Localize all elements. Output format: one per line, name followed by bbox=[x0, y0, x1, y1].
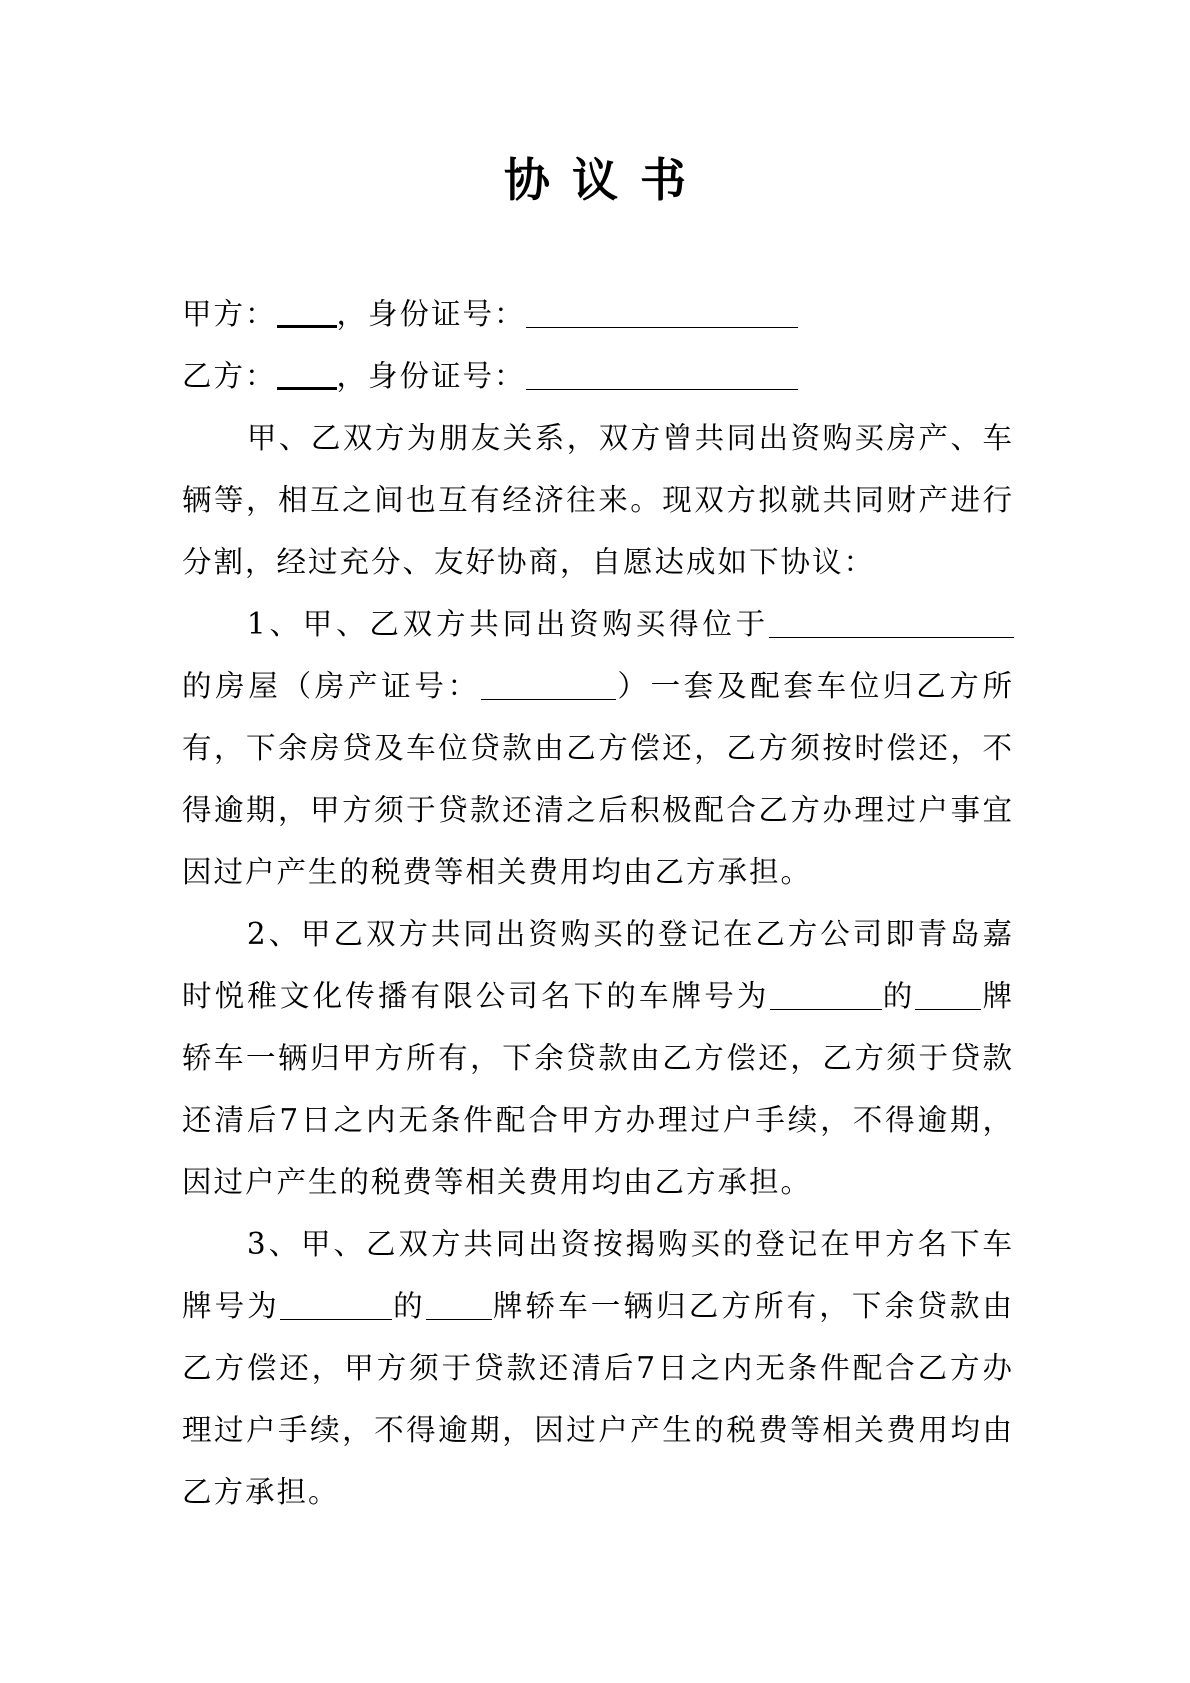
clause-1-text-3: ）一套及配套车位归乙方所有，下余房贷及车位贷款由乙方偿还，乙方须按时偿还，不得逾期，甲方须于贷款还清之后积极配合乙方办理过户事宜因过户产生的税费等相关费用均由乙方承担。 bbox=[182, 669, 1014, 889]
clause-3-text-3: 牌轿车一辆归乙方所有，下余贷款由乙方偿还，甲方须于贷款还清后7日之内无条件配合乙方办理过户手续，不得逾期，因过户产生的税费等相关费用均由乙方承担。 bbox=[182, 1289, 1014, 1509]
clause-3-plate-blank[interactable] bbox=[280, 1289, 392, 1320]
clause-2 bbox=[182, 903, 1014, 1213]
party-b-name-blank[interactable] bbox=[277, 357, 337, 390]
party-b-line bbox=[182, 345, 1014, 407]
party-a-line bbox=[182, 283, 1014, 345]
property-address-blank[interactable] bbox=[769, 607, 1014, 638]
clause-2-brand-blank[interactable] bbox=[915, 979, 981, 1010]
party-a-label: 甲方： bbox=[182, 297, 277, 331]
clause-3-brand-blank[interactable] bbox=[426, 1289, 492, 1320]
clause-1 bbox=[182, 593, 1014, 903]
party-a-name-blank[interactable] bbox=[277, 295, 337, 328]
document-body bbox=[182, 283, 1014, 1523]
party-b-id-blank[interactable] bbox=[526, 359, 798, 390]
party-a-id-label: ，身份证号： bbox=[336, 297, 526, 331]
clause-2-text-2: 的 bbox=[881, 979, 916, 1013]
clause-1-text-2: 的房屋（房产证号： bbox=[182, 669, 481, 703]
party-a-id-blank[interactable] bbox=[526, 297, 798, 328]
document-title: 协议书 bbox=[504, 153, 708, 207]
clause-3 bbox=[182, 1213, 1014, 1523]
clause-2-plate-blank[interactable] bbox=[770, 979, 882, 1010]
clause-2-text-3: 牌轿车一辆归甲方所有，下余贷款由乙方偿还，乙方须于贷款还清后7日之内无条件配合甲方办理过户手续，不得逾期，因过户产生的税费等相关费用均由乙方承担。 bbox=[182, 979, 1014, 1199]
party-b-label: 乙方： bbox=[182, 359, 277, 393]
clause-2-text-1: 2、甲乙双方共同出资购买的登记在乙方公司即青岛嘉时悦稚文化传播有限公司名下的车牌号为 bbox=[182, 917, 1014, 1013]
clause-3-text-1: 3、甲、乙双方共同出资按揭购买的登记在甲方名下车牌号为 bbox=[182, 1227, 1014, 1323]
party-b-id-label: ，身份证号： bbox=[336, 359, 526, 393]
intro-paragraph: 甲、乙双方为朋友关系，双方曾共同出资购买房产、车辆等，相互之间也互有经济往来。现双方拟就共同财产进行分割，经过充分、友好协商，自愿达成如下协议： bbox=[182, 421, 1014, 579]
clause-3-text-2: 的 bbox=[391, 1289, 426, 1323]
property-cert-blank[interactable] bbox=[481, 669, 616, 700]
clause-1-text-1: 1、甲、乙双方共同出资购买得位于 bbox=[246, 607, 769, 641]
